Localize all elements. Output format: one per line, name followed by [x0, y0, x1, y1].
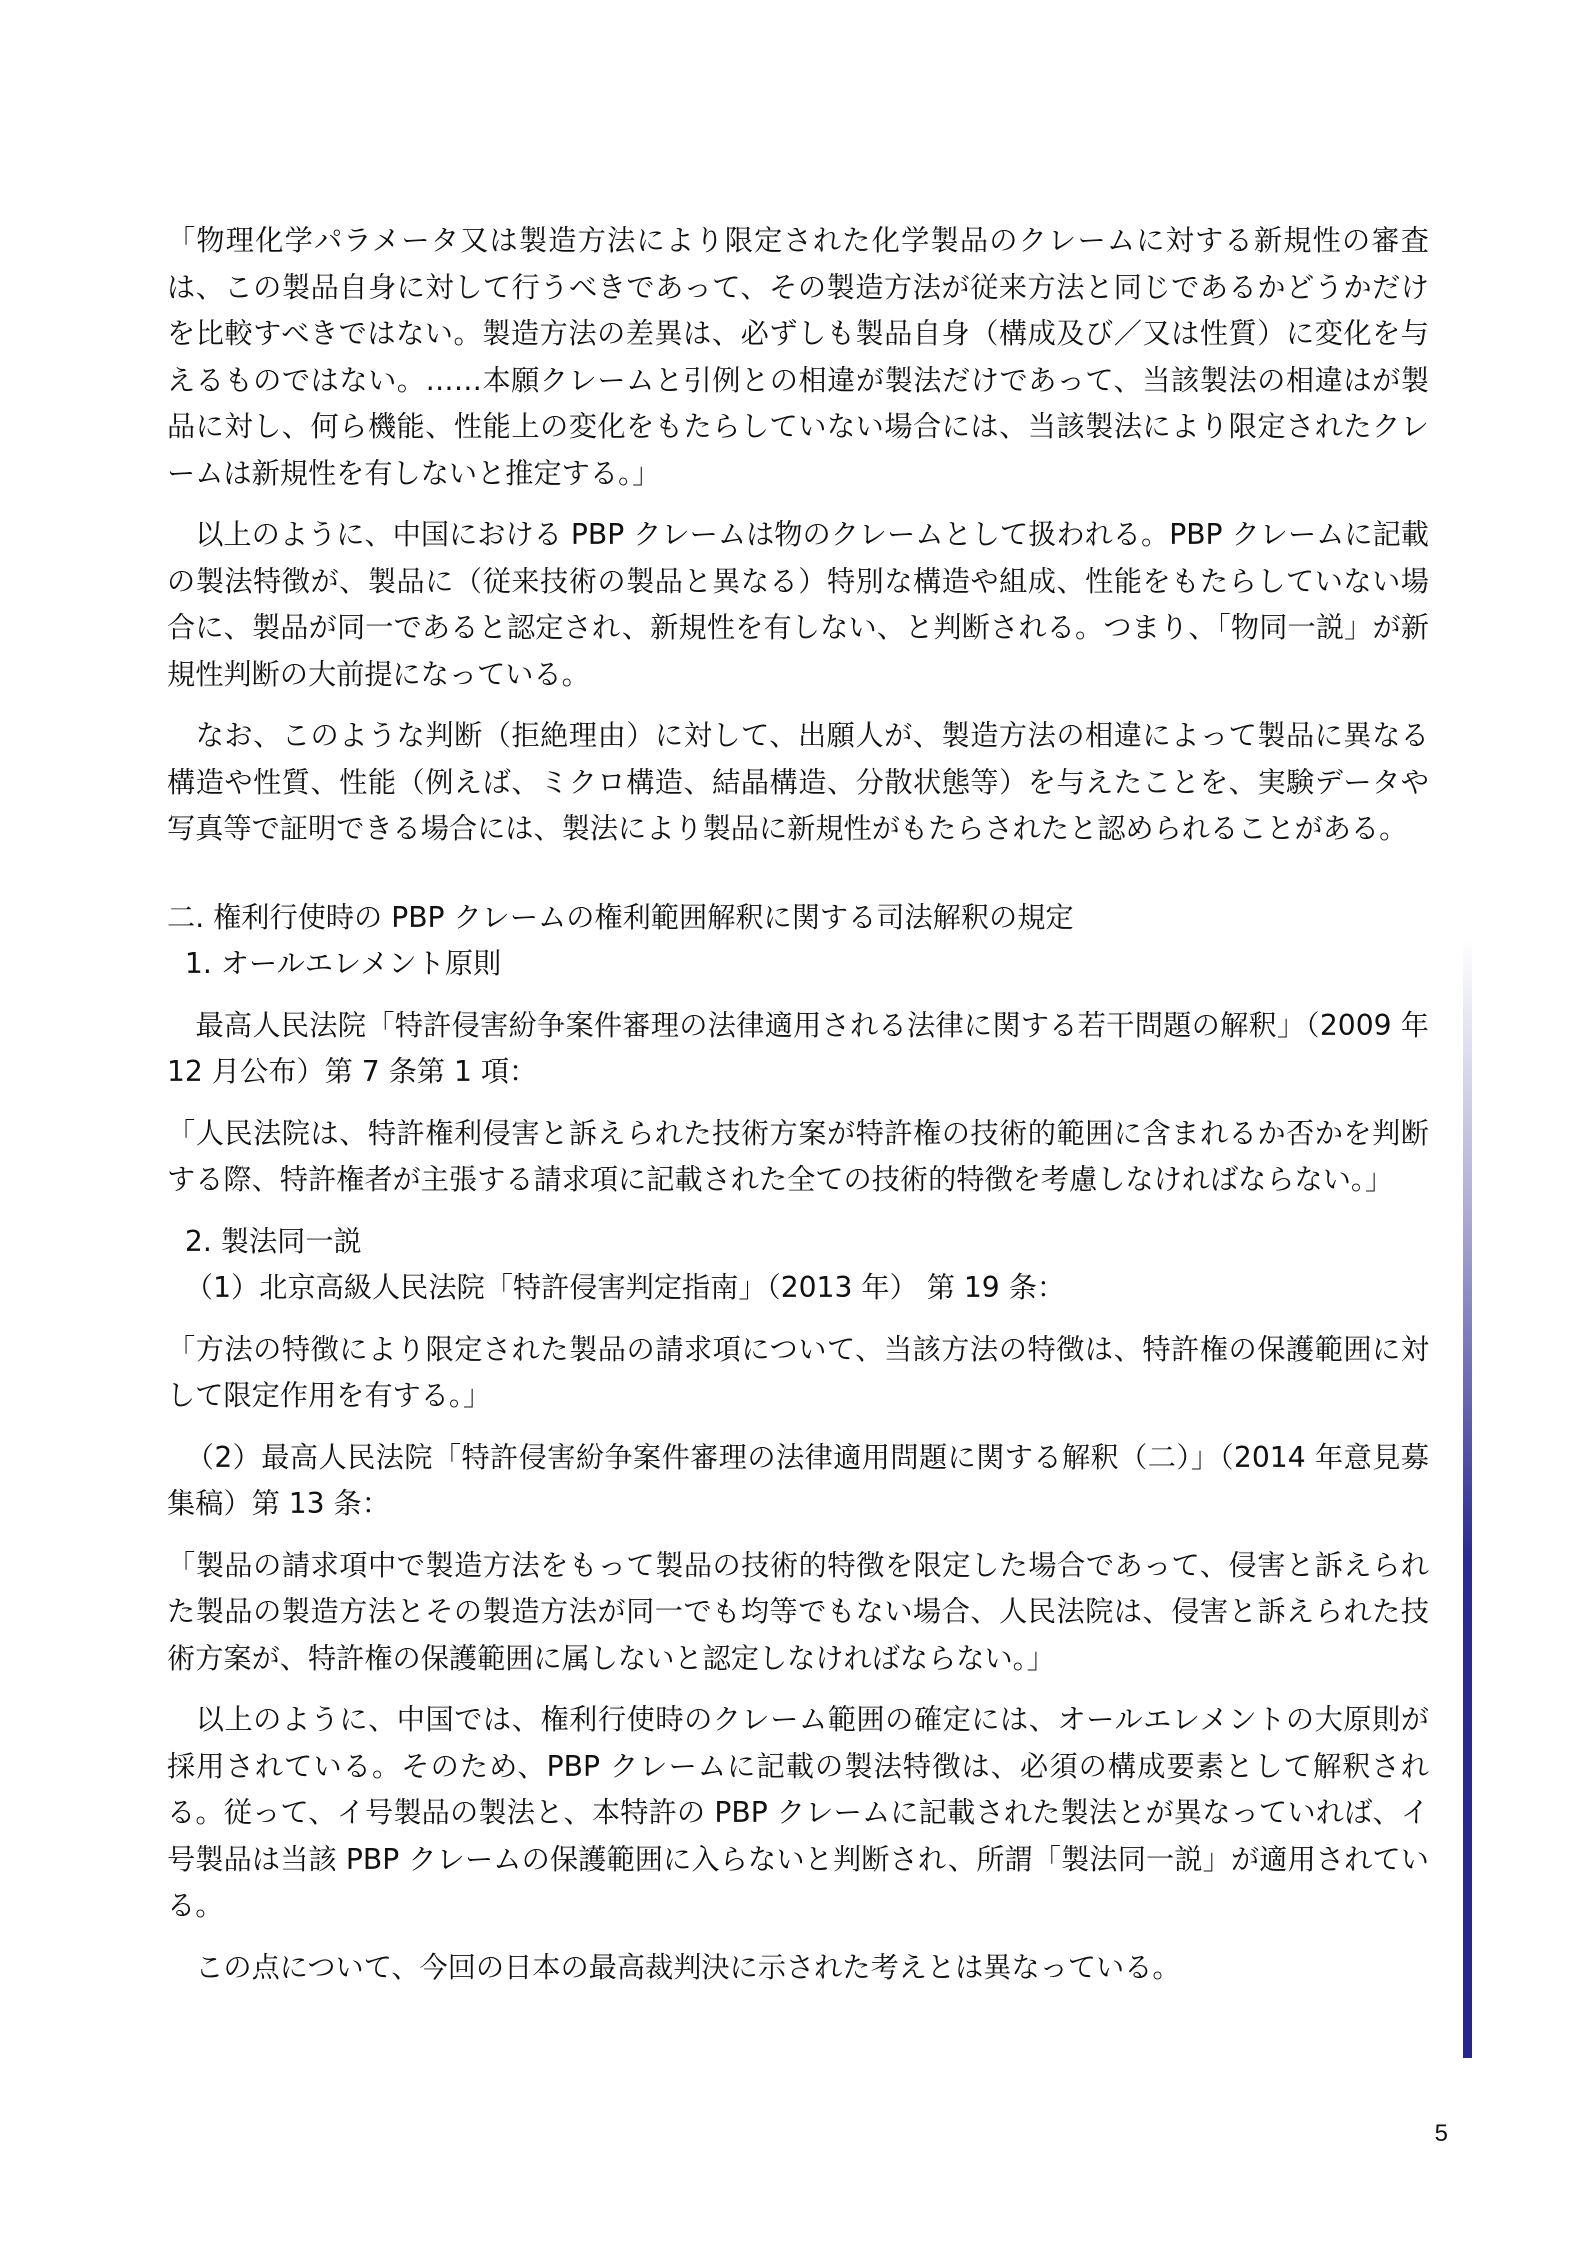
- quote-product-claim-method: 「製品の請求項中で製造方法をもって製品の技術的特徴を限定した場合であって、侵害と訴えられた製品の製造方法とその製造方法が同一でも均等でもない場合、人民法院は、侵害と訴えられた技術方案が、特許権の保護範囲に属しないと認定しなければならない。」: [167, 1548, 1429, 1675]
- decorative-side-bar: [1463, 940, 1472, 2058]
- paragraph-all-elements-conclusion: 以上のように、中国では、権利行使時のクレーム範囲の確定には、オールエレメントの大原則が採用されている。そのため、PBP クレームに記載の製法特徴は、必須の構成要素として解釈される。従って、イ号製品の製法と、本特許の PBP クレームに記載された製法とが異なっていれば、イ号製品は当該 PBP クレームの保護範囲に入らないと判断され、所謂「製法同一説」が適用されている。: [167, 1703, 1429, 1922]
- quote-novelty-examination: 「物理化学パラメータ又は製造方法により限定された化学製品のクレームに対する新規性の審査は、この製品自身に対して行うべきであって、その製造方法が従来方法と同じであるかどうかだけを比較すべきではない。製造方法の差異は、必ずしも製品自身（構成及び／又は性質）に変化を与えるものではない。……本願クレームと引例との相違が製法だけであって、当該製法の相違はが製品に対し、何ら機能、性能上の変化をもたらしていない場合には、当該製法により限定されたクレームは新規性を有しないと推定する。」: [167, 224, 1429, 490]
- item-beijing-guideline: （1）北京高級人民法院「特許侵害判定指南」（2013 年） 第 19 条：: [167, 1271, 1066, 1304]
- page-number: 5: [1434, 2120, 1448, 2147]
- quote-method-feature-limitation: 「方法の特徴により限定された製品の請求項について、当該方法の特徴は、特許権の保護範囲に対して限定作用を有する。」: [167, 1332, 1429, 1412]
- page-body: [167, 218, 1438, 2006]
- item-spc-interpretation-2014: （2）最高人民法院「特許侵害紛争案件審理の法律適用問題に関する解釈（二）」（2014 年意見募集稿）第 13 条：: [167, 1440, 1430, 1520]
- paragraph-rejection-response: なお、このような判断（拒絶理由）に対して、出願人が、製造方法の相違によって製品に異なる構造や性質、性能（例えば、ミクロ構造、結晶構造、分散状態等）を与えたことを、実験データや写真等で証明できる場合には、製法により製品に新規性がもたらされたと認められることがある。: [167, 719, 1429, 845]
- subsection-process-identity: 2. 製法同一説: [167, 1224, 362, 1258]
- paragraph-spc-interpretation-2009: 最高人民法院「特許侵害紛争案件審理の法律適用される法律に関する若干問題の解釈」（2009 年 12 月公布）第 7 条第 1 項：: [167, 1008, 1438, 1088]
- paragraph-pbp-product-identity: 以上のように、中国における PBP クレームは物のクレームとして扱われる。PBP クレームに記載の製法特徴が、製品に（従来技術の製品と異なる）特別な構造や組成、性能をもたらしていない場合に、製品が同一であると認定され、新規性を有しない、と判断される。つまり、「物同一説」が新規性判断の大前提になっている。: [167, 518, 1429, 691]
- subsection-all-elements: 1. オールエレメント原則: [167, 947, 502, 980]
- section-heading: 二. 権利行使時の PBP クレームの権利範囲解釈に関する司法解釈の規定: [167, 900, 1074, 934]
- paragraph-japan-comparison: この点について、今回の日本の最高裁判決に示された考えとは異なっている。: [167, 1950, 1181, 1984]
- quote-technical-features: 「人民法院は、特許権利侵害と訴えられた技術方案が特許権の技術的範囲に含まれるか否かを判断する際、特許権者が主張する請求項に記載された全ての技術的特徴を考慮しなければならない。」: [167, 1116, 1429, 1196]
